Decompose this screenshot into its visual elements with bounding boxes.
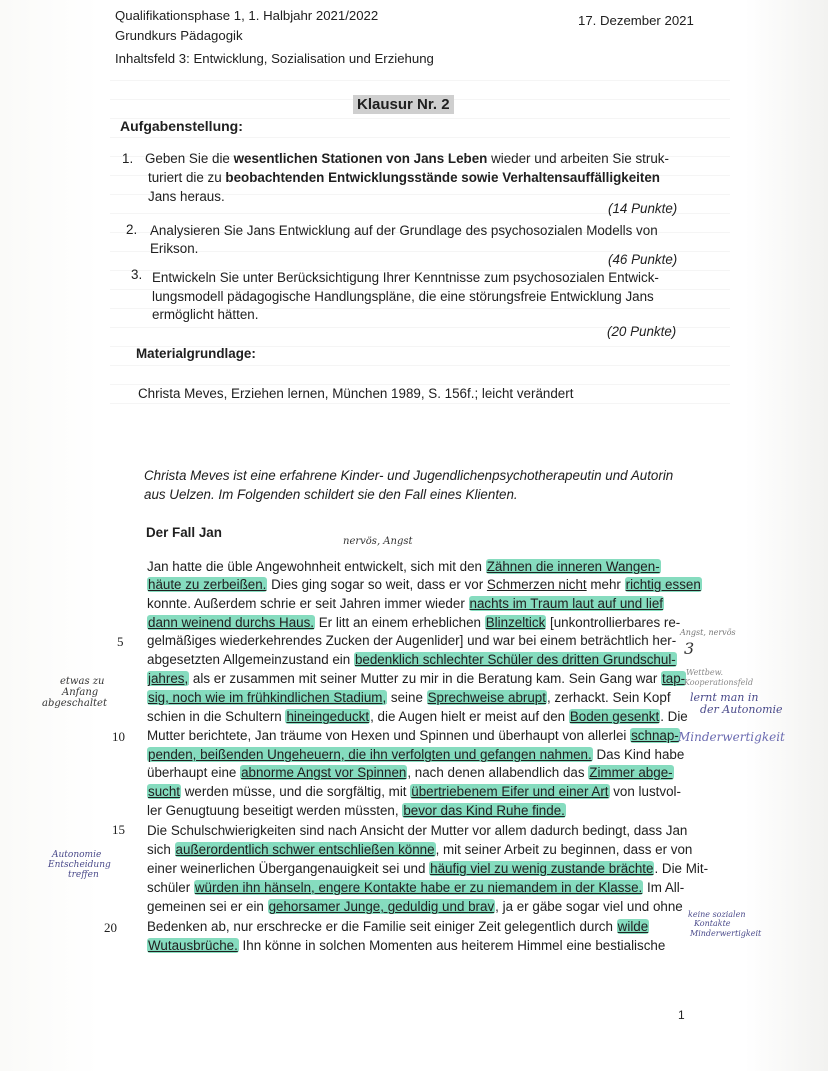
text-line-20: Bedenken ab, nur erschrecke er die Familie seit einiger Zeit gelegentlich durch wilde xyxy=(147,919,649,934)
line-number-5: 5 xyxy=(117,634,124,649)
note-right-a2: Kooperationsfeld xyxy=(684,678,754,687)
text-line-17: einer weinerlichen Übergangenauigkeit sei und häufig viel zu wenig zustande brächte. Die Mit- xyxy=(147,861,709,876)
note-right-e2: Kontakte xyxy=(694,919,731,928)
note-left-1: etwas zu xyxy=(60,676,105,687)
material-heading: Materialgrundlage: xyxy=(136,346,256,361)
text-line-1: Jan hatte die üble Angewohnheit entwickelt, sich mit den Zähnen die inneren Wangen- xyxy=(147,559,660,574)
header-date: 17. Dezember 2021 xyxy=(578,13,694,28)
page-title: Klausur Nr. 2 xyxy=(353,95,454,114)
text-line-19: gemeinen sei er ein gehorsamer Junge, geduldig und brav, ja er gäbe sogar viel und ohne xyxy=(147,899,683,914)
text-line-2: häute zu zerbeißen. Dies ging sogar so weit, dass er vor Schmerzen nicht mehr richtig essen xyxy=(148,577,701,592)
text-line-3: konnte. Außerdem schrie er seit Jahren immer wieder nachts im Traum laut auf und lief xyxy=(147,596,664,611)
line-number-10: 10 xyxy=(112,729,125,744)
task-2-line-2: Erikson. xyxy=(150,241,199,256)
task-3-line-1: Entwickeln Sie unter Berücksichtigung Ihrer Kenntnisse zum psychosozialen Entwick- xyxy=(152,270,659,285)
task-1-line-1: Geben Sie die wesentlichen Stationen von Jans Leben wieder und arbeiten Sie struk- xyxy=(145,151,669,166)
text-line-12: überhaupt eine abnorme Angst vor Spinnen, nach denen allabendlich das Zimmer abge- xyxy=(147,765,673,780)
line-number-15: 15 xyxy=(112,822,125,837)
task-1-line-3: Jans heraus. xyxy=(148,189,225,204)
text-line-18: schüler würden ihn hänseln, engere Kontakte habe er zu niemandem in der Klasse. Im All- xyxy=(147,880,685,895)
intro-line-2: aus Uelzen. Im Folgenden schildert sie den Fall eines Klienten. xyxy=(144,487,518,502)
task-3-number: 3. xyxy=(131,267,143,282)
task-1-number: 1. xyxy=(122,151,134,166)
note-right-b1: lernt man in xyxy=(690,691,759,704)
material-source: Christa Meves, Erziehen lernen, München 1989, S. 156f.; leicht verändert xyxy=(138,386,574,401)
note-right-e3: Minderwertigkeit xyxy=(690,929,762,938)
task-3-line-3: ermöglicht hätten. xyxy=(152,307,259,322)
text-line-16: sich außerordentlich schwer entschließen könne, mit seiner Arbeit zu beginnen, dass er von xyxy=(147,842,693,857)
note-right-b2: der Autonomie xyxy=(700,703,783,716)
note-nervous: nervös, Angst xyxy=(343,536,413,547)
text-line-8: sig, noch wie im frühkindlichen Stadium, seine Sprechweise abrupt, zerhackt. Sein Kopf xyxy=(148,690,671,705)
text-line-10: Mutter berichtete, Jan träume von Hexen und Spinnen und überhaupt von allerlei schnap- xyxy=(147,728,679,743)
text-line-6: abgesetzten Allgemeinzustand ein bedenklich schlechter Schüler des dritten Grundschul- xyxy=(147,652,676,667)
task-2-points: (46 Punkte) xyxy=(608,252,678,267)
task-2-line-1: Analysieren Sie Jans Entwicklung auf der Grundlage des psychosozialen Modells von xyxy=(150,223,658,238)
note-right-e1: keine sozialen xyxy=(688,910,746,919)
task-1-points: (14 Punkte) xyxy=(608,201,678,216)
intro-line-1: Christa Meves ist eine erfahrene Kinder- und Jugendlichenpsychotherapeutin und Autorin xyxy=(144,468,674,483)
note-left-d1: Autonomie xyxy=(52,850,102,860)
text-line-15: Die Schulschwierigkeiten sind nach Ansicht der Mutter vor allem dadurch bedingt, dass Jan xyxy=(147,823,688,838)
text-line-7: jahres, als er zusammen mit seiner Mutter zu mir in die Beratung kam. Sein Gang war tap- xyxy=(148,671,686,686)
page-number: 1 xyxy=(678,1008,685,1022)
note-left-d2: Entscheidung xyxy=(48,860,111,870)
note-right-a1: Wettbew. xyxy=(686,668,724,677)
case-title: Der Fall Jan xyxy=(146,525,222,540)
text-line-9: schien in die Schultern hineingeduckt, die Augen hielt er meist auf den Boden gesenkt. Die xyxy=(147,709,688,724)
note-left-d3: treffen xyxy=(68,870,99,880)
text-line-11: penden, beißenden Ungeheuern, die ihn verfolgten und gefangen nahmen. Das Kind habe xyxy=(148,747,685,762)
header-line-2: Grundkurs Pädagogik xyxy=(115,28,243,43)
line-number-20: 20 xyxy=(104,920,117,935)
note-three: 3 xyxy=(684,639,695,658)
note-left-2: Anfang xyxy=(62,687,99,698)
text-line-4: dann weinend durchs Haus. Er litt an einem erheblichen Blinzeltick [unkontrollierbares re- xyxy=(148,615,681,630)
text-line-13: sucht werden müsse, und die sorgfältig, mit übertriebenem Eifer und einer Art von lustvol- xyxy=(148,784,681,799)
task-2-number: 2. xyxy=(126,222,138,237)
task-3-line-2: lungsmodell pädagogische Handlungspläne, die eine störungsfreie Entwicklung Jans xyxy=(152,289,654,304)
note-left-3: abgeschaltet xyxy=(42,698,107,709)
tasks-heading: Aufgabenstellung: xyxy=(120,118,243,134)
text-line-5: gelmäßiges wiederkehrendes Zucken der Augenlider] und war bei einem beträchtlich her- xyxy=(147,633,677,648)
note-angst-right: Angst, nervös xyxy=(680,628,736,637)
header-line-1: Qualifikationsphase 1, 1. Halbjahr 2021/2022 xyxy=(115,8,379,23)
note-right-c: Minderwertigkeit xyxy=(678,730,785,744)
task-1-line-2: turiert die zu beobachtenden Entwicklungsstände sowie Verhaltensauffälligkeiten xyxy=(148,170,660,185)
task-3-points: (20 Punkte) xyxy=(607,324,677,339)
text-line-21: Wutausbrüche. Ihn könne in solchen Momenten aus heiterem Himmel eine bestialische xyxy=(148,938,666,953)
header-line-3: Inhaltsfeld 3: Entwicklung, Sozialisation und Erziehung xyxy=(115,51,434,66)
text-line-14: ler Genugtuung beseitigt werden müssten, bevor das Kind Ruhe finde. xyxy=(147,803,565,818)
